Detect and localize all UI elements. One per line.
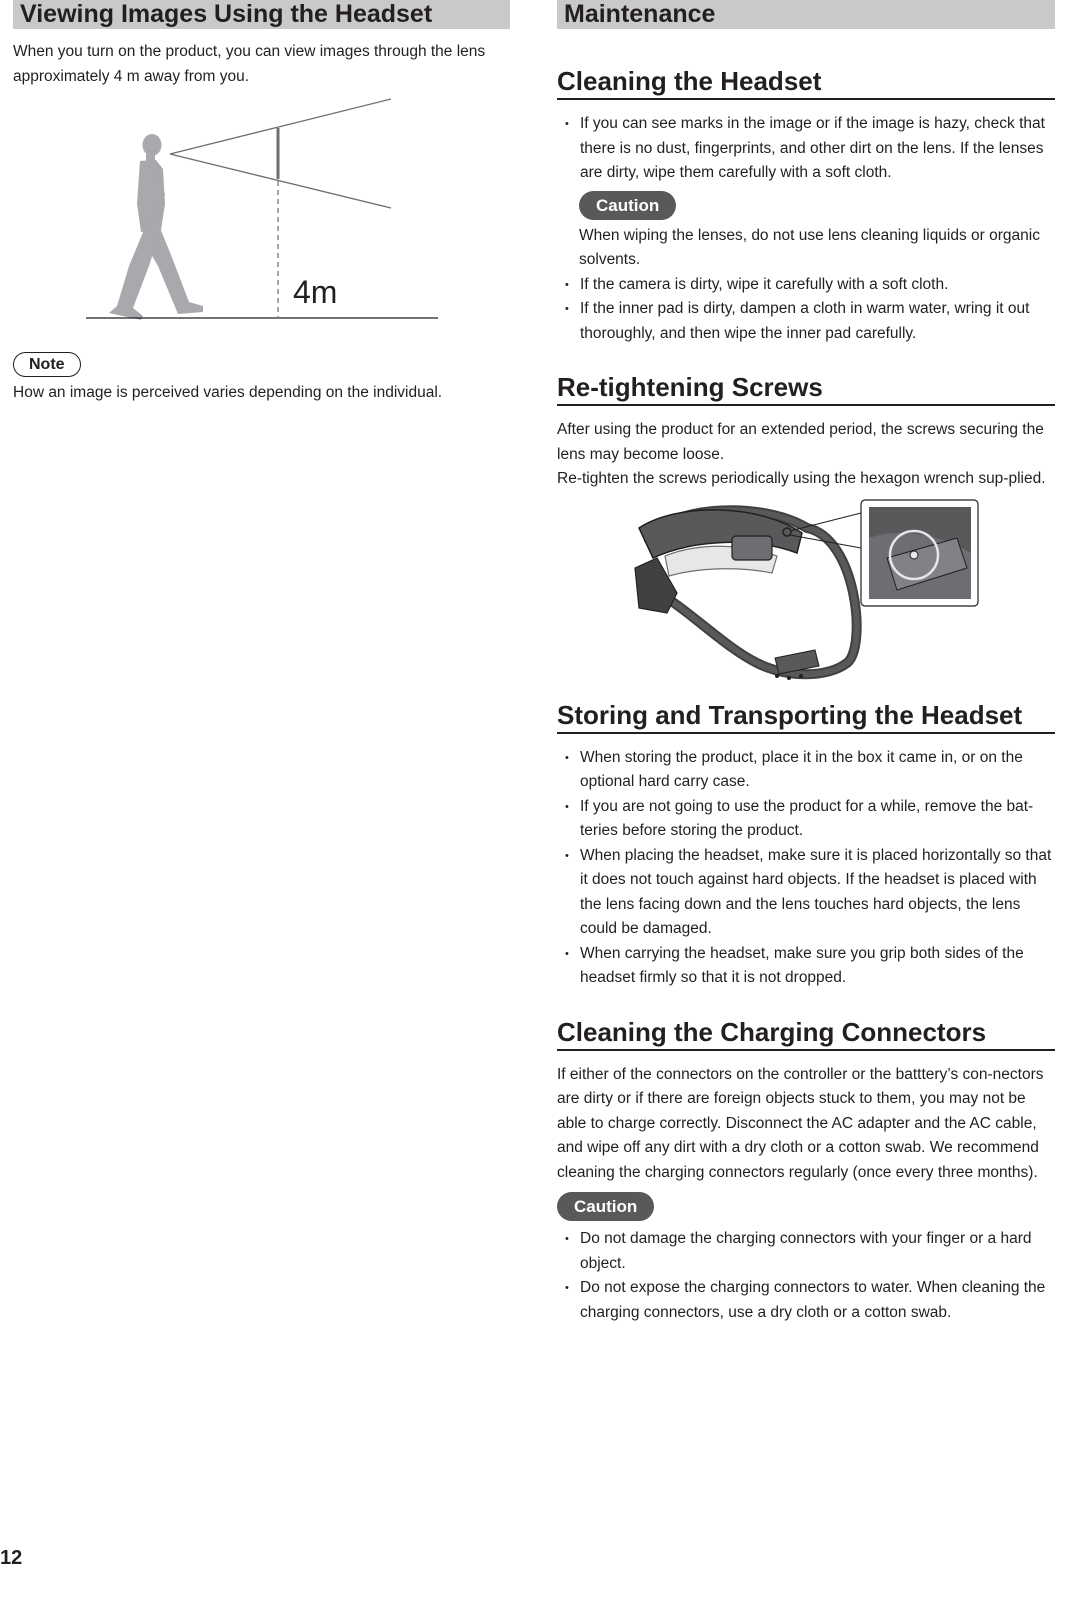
- viewing-distance-illustration: [13, 94, 510, 344]
- note-badge: Note: [13, 352, 81, 377]
- heading-cleaning-headset: Cleaning the Headset: [557, 64, 1055, 100]
- list-item: • Do not damage the charging connectors with your finger or a hard object.: [557, 1227, 1055, 1276]
- cleaning-list: [557, 112, 1055, 186]
- connectors-para: If either of the connectors on the controller or the batttery’s con-nectors are dirty or if there are foreign objects stuck to them, you may not be able to charge correctly. Disconnect the AC adapter and the AC cable, and wipe off any dirt with a dry cloth or a cotton swab. We recommend cleaning the charging connectors regularly (once every three months).: [557, 1065, 1044, 1181]
- list-item: • If the inner pad is dirty, dampen a cloth in warm water, wring it out thoroughly, and then wipe the inner pad carefully.: [557, 297, 1055, 346]
- heading-storing-transporting: Storing and Transporting the Headset: [557, 698, 1055, 734]
- list-item: • If you are not going to use the product for a while, remove the bat-teries before storing the product.: [557, 795, 1055, 844]
- right-column: [557, 0, 1055, 1325]
- section-banner-maintenance: Maintenance: [557, 0, 1055, 29]
- viewing-distance-figure: [13, 94, 510, 344]
- list-item: • When placing the headset, make sure it is placed horizontally so that it does not touch against hard objects. If the headset is placed with the lens facing down and the lens touches hard objects, the lens could be damaged.: [557, 844, 1055, 942]
- walking-person-icon: [109, 134, 203, 320]
- list-item: • When carrying the headset, make sure you grip both sides of the headset firmly so that it is not dropped.: [557, 942, 1055, 991]
- left-column: [13, 0, 510, 406]
- screws-para-2: Re-tighten the screws periodically using the hexagon wrench sup-plied.: [557, 470, 1046, 487]
- section-banner-viewing: Viewing Images Using the Headset: [13, 0, 510, 29]
- caution-text: When wiping the lenses, do not use lens cleaning liquids or organic solvents.: [579, 226, 1040, 268]
- screws-para-1: After using the product for an extended period, the screws securing the lens may become loose.: [557, 421, 1044, 463]
- cleaning-list-continued: [557, 273, 1055, 347]
- list-item: • If you can see marks in the image or if the image is hazy, check that there is no dust, fingerprints, and other dirt on the lens. If the lenses are dirty, wipe them carefully with a soft cloth.: [557, 112, 1055, 186]
- storing-list: [557, 746, 1055, 991]
- caution-badge: Caution: [579, 191, 676, 220]
- list-item: • When storing the product, place it in the box it came in, or on the optional hard carry case.: [557, 746, 1055, 795]
- page-number: 12: [0, 1547, 23, 1569]
- distance-label: 4m: [293, 274, 338, 310]
- heading-retightening-screws: Re-tightening Screws: [557, 370, 1055, 406]
- headset-illustration: [557, 498, 1055, 688]
- note-text: How an image is perceived varies depending on the individual.: [13, 384, 443, 401]
- connectors-caution-list: [557, 1227, 1055, 1325]
- list-item: • Do not expose the charging connectors to water. When cleaning the charging connectors, use a dry cloth or a cotton swab.: [557, 1276, 1055, 1325]
- cleaning-caution: [557, 191, 1055, 273]
- viewing-intro: When you turn on the product, you can view images through the lens approximately 4 m away from you.: [13, 43, 486, 85]
- headset-screw-figure: [557, 498, 1055, 688]
- heading-cleaning-connectors: Cleaning the Charging Connectors: [557, 1015, 1055, 1051]
- list-item: • If the camera is dirty, wipe it carefully with a soft cloth.: [557, 273, 1055, 298]
- caution-badge: Caution: [557, 1192, 654, 1221]
